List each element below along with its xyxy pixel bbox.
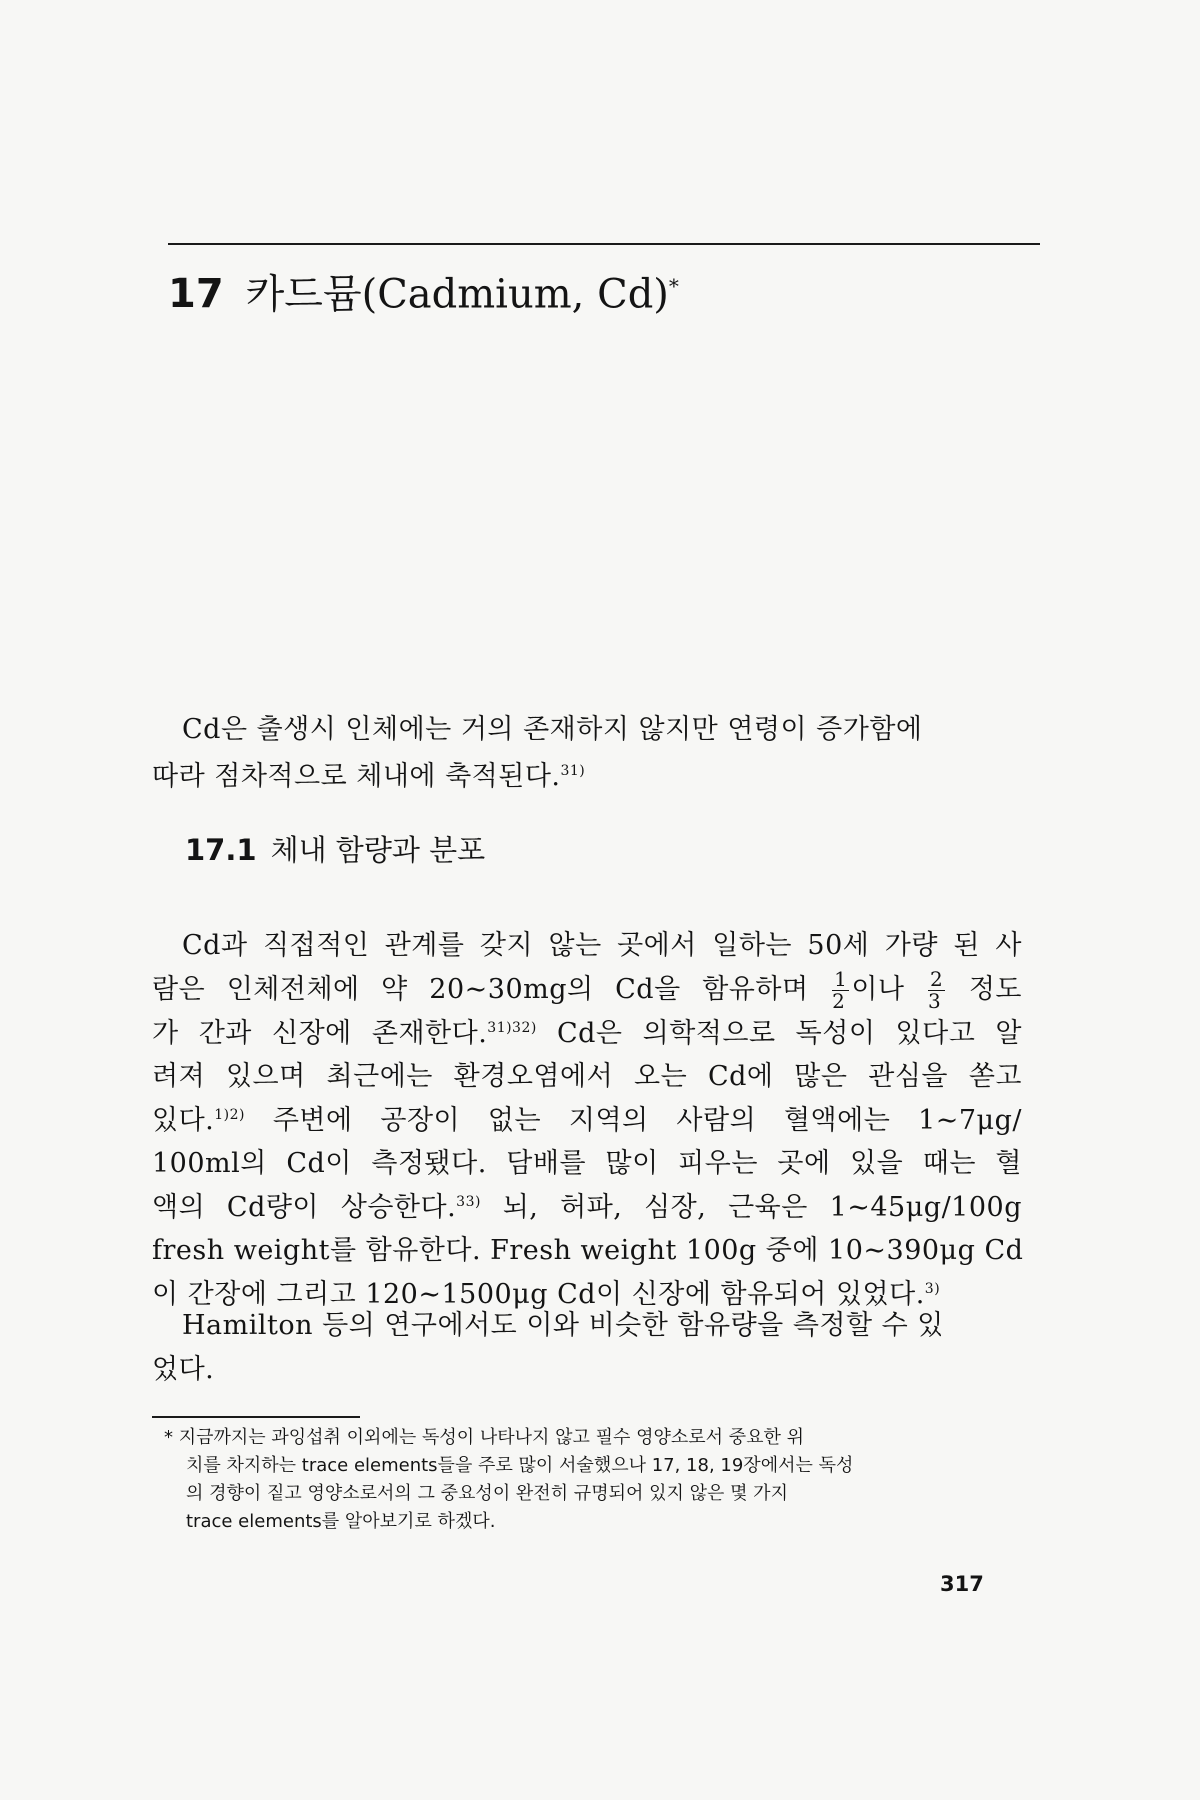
fraction-one-half	[832, 966, 849, 1013]
chapter-title	[168, 258, 679, 322]
footnote-line	[164, 1424, 1024, 1452]
chapter-top-rule	[168, 243, 1040, 245]
body-text: 뇌, 허파, 심장, 근육은 1∼45μg/100g	[502, 1191, 1022, 1223]
body-line: 100ml의 Cd이 측정됐다. 담배를 많이 피우는 곳에 있을 때는 혈	[152, 1148, 1022, 1179]
body-line	[152, 968, 1022, 1012]
footnote-text: 지금까지는 과잉섭취 이외에는 독성이 나타나지 않고 필수 영양소로서 중요한 위	[178, 1427, 805, 1448]
hamilton-line: 었다.	[152, 1353, 215, 1385]
footnote-line: 치를 차지하는 trace elements들을 주로 많이 서술했으나 17, 18, 19장에서는 독성	[186, 1455, 854, 1476]
chapter-title-text: 카드뮴(Cadmium, Cd)	[245, 271, 669, 318]
fraction-denominator: 2	[832, 988, 846, 1013]
fraction-two-thirds	[928, 966, 945, 1013]
body-line	[152, 1012, 1022, 1056]
body-line: fresh weight를 함유한다. Fresh weight 100g 중에 10∼390μg Cd	[152, 1235, 1024, 1266]
body-line: Cd과 직접적인 관계를 갖지 않는 곳에서 일하는 50세 가량 된 사	[182, 930, 1022, 961]
citation-ref: 31)	[560, 763, 586, 779]
footnote-rule	[152, 1416, 360, 1418]
intro-line: Cd은 출생시 인체에는 거의 존재하지 않지만 연령이 증가함에	[182, 714, 923, 745]
body-text: 주변에 공장이 없는 지역의 사람의 혈액에는 1∼7μg/	[272, 1104, 1022, 1136]
body-text: 가 간과 신장에 존재한다.	[152, 1017, 488, 1049]
intro-paragraph	[152, 706, 1022, 800]
fraction-numerator: 2	[930, 966, 944, 991]
footnote	[164, 1424, 1024, 1536]
body-line	[152, 1186, 1022, 1230]
hamilton-line: Hamilton 등의 연구에서도 이와 비슷한 함유량을 측정할 수 있	[182, 1310, 944, 1341]
hamilton-paragraph	[152, 1304, 1022, 1391]
body-line	[152, 1099, 1022, 1143]
page-number: 317	[940, 1572, 984, 1596]
body-paragraph	[152, 924, 1022, 1316]
body-text: 람은 인체전체에 약 20∼30mg의 Cd을 함유하며	[152, 973, 809, 1005]
citation-ref: 33)	[456, 1193, 481, 1210]
intro-line	[152, 753, 1022, 800]
body-text: Cd은 의학적으로 독성이 있다고 알	[556, 1017, 1022, 1049]
fraction-numerator: 1	[834, 966, 848, 991]
body-line: 려져 있으며 최근에는 환경오염에서 오는 Cd에 많은 관심을 쏟고	[152, 1061, 1022, 1092]
intro-line-text: 따라 점차적으로 체내에 축적된다.	[152, 761, 561, 792]
citation-ref: 1)2)	[214, 1106, 245, 1123]
footnote-line: trace elements를 알아보기로 하겠다.	[186, 1511, 496, 1532]
citation-ref: 31)32)	[487, 1019, 537, 1036]
body-text: 있다.	[152, 1104, 215, 1136]
body-text: 이나	[851, 973, 905, 1005]
footnote-line: 의 경향이 짙고 영양소로서의 그 중요성이 완전히 규명되어 있지 않은 몇 가지	[186, 1483, 788, 1504]
footnote-marker: *	[164, 1427, 173, 1448]
body-text: 이 간장에 그리고 120∼1500μg Cd이 신장에 함유되어 있었다.	[152, 1278, 925, 1310]
chapter-footnote-marker: *	[668, 274, 679, 298]
citation-ref: 3)	[924, 1280, 941, 1297]
section-title: 체내 함량과 분포	[270, 833, 486, 867]
section-heading	[185, 830, 485, 870]
fraction-denominator: 3	[928, 988, 942, 1013]
body-text: 정도	[968, 973, 1022, 1005]
chapter-number: 17	[168, 271, 224, 318]
section-number: 17.1	[185, 833, 257, 867]
body-text: 액의 Cd량이 상승한다.	[152, 1191, 457, 1223]
